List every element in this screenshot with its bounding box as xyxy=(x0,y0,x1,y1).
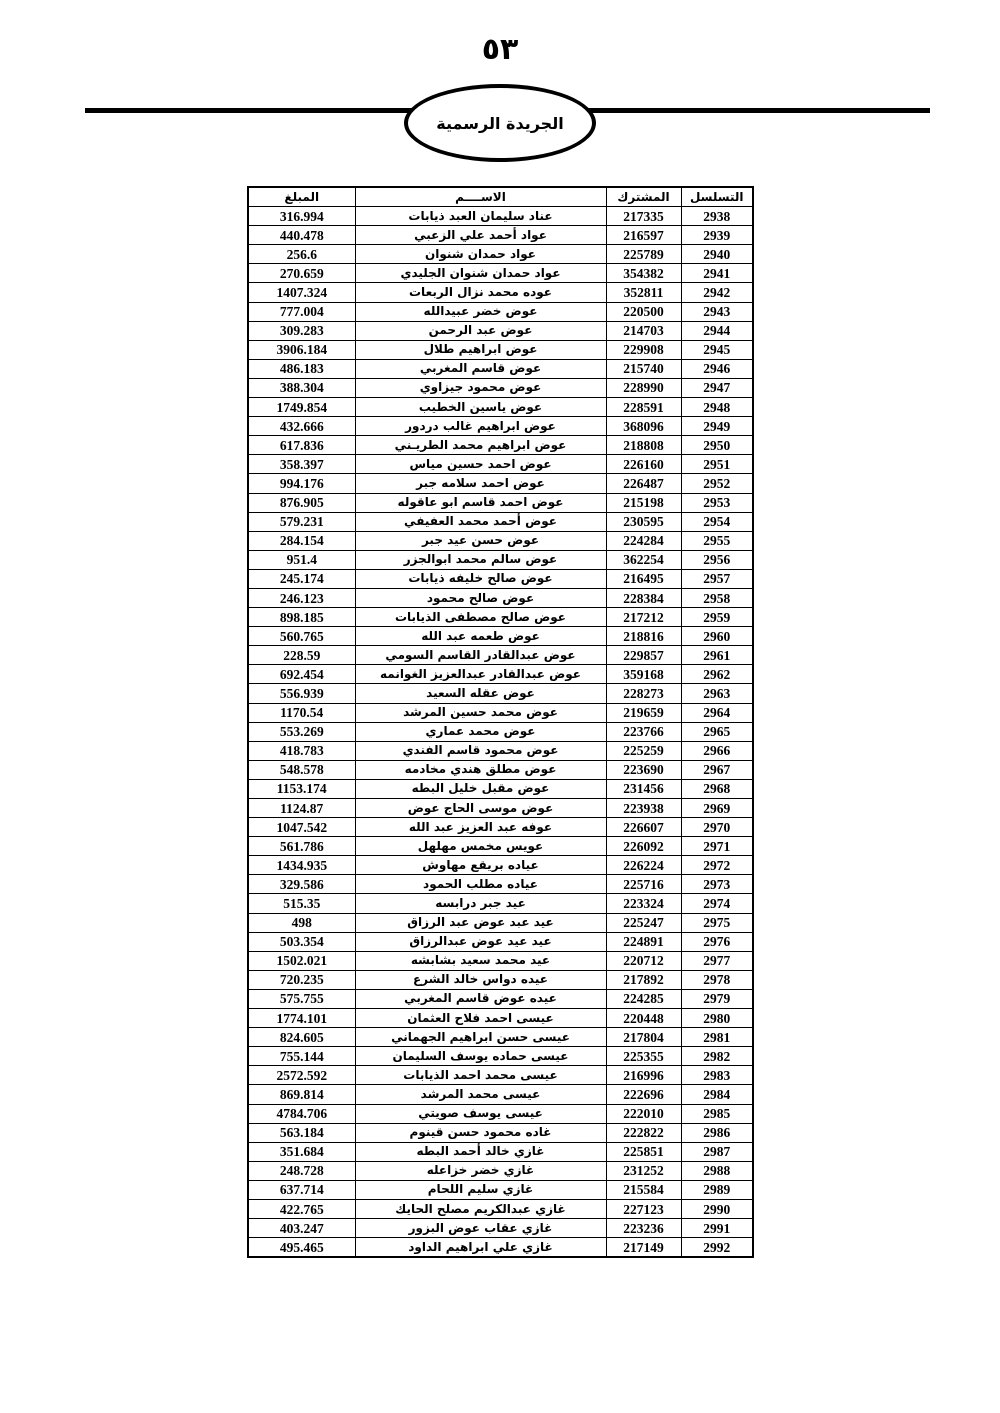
cell-amount: 4784.706 xyxy=(248,1104,355,1123)
cell-serial: 2945 xyxy=(681,340,753,359)
cell-amount: 561.786 xyxy=(248,837,355,856)
cell-name: عوفه عبد العزيز عبد الله xyxy=(355,818,606,837)
table-row xyxy=(248,913,753,932)
cell-subscriber: 231456 xyxy=(606,779,681,798)
cell-serial: 2989 xyxy=(681,1180,753,1199)
cell-amount: 270.659 xyxy=(248,264,355,283)
table-row xyxy=(248,1180,753,1199)
cell-serial: 2988 xyxy=(681,1161,753,1180)
cell-serial: 2968 xyxy=(681,779,753,798)
cell-name: عوض مقبل خليل البطه xyxy=(355,779,606,798)
cell-name: عوض عبد الرحمن xyxy=(355,321,606,340)
cell-subscriber: 224284 xyxy=(606,531,681,550)
table-row xyxy=(248,627,753,646)
cell-name: غاده محمود حسن قينوم xyxy=(355,1123,606,1142)
cell-name: عوض محمود قاسم الفندي xyxy=(355,741,606,760)
cell-subscriber: 219659 xyxy=(606,703,681,722)
table-row xyxy=(248,1028,753,1047)
cell-amount: 418.783 xyxy=(248,741,355,760)
table-row xyxy=(248,760,753,779)
cell-serial: 2984 xyxy=(681,1085,753,1104)
cell-serial: 2959 xyxy=(681,608,753,627)
cell-amount: 994.176 xyxy=(248,474,355,493)
table-row xyxy=(248,608,753,627)
cell-subscriber: 223324 xyxy=(606,894,681,913)
cell-amount: 692.454 xyxy=(248,665,355,684)
cell-name: عوده محمد نزال الربعات xyxy=(355,283,606,302)
cell-subscriber: 217212 xyxy=(606,608,681,627)
cell-name: عوض صالح خليفه ذيابات xyxy=(355,569,606,588)
cell-amount: 869.814 xyxy=(248,1085,355,1104)
cell-amount: 1407.324 xyxy=(248,283,355,302)
cell-serial: 2956 xyxy=(681,550,753,569)
table-row xyxy=(248,1085,753,1104)
cell-serial: 2974 xyxy=(681,894,753,913)
cell-name: عيسى يوسف صويتي xyxy=(355,1104,606,1123)
table-row xyxy=(248,417,753,436)
cell-subscriber: 226607 xyxy=(606,818,681,837)
table-row xyxy=(248,703,753,722)
cell-name: عوض ابراهيم محمد الطريـني xyxy=(355,436,606,455)
cell-subscriber: 225259 xyxy=(606,741,681,760)
table-row xyxy=(248,398,753,417)
table-row xyxy=(248,818,753,837)
cell-serial: 2971 xyxy=(681,837,753,856)
cell-amount: 329.586 xyxy=(248,875,355,894)
cell-serial: 2975 xyxy=(681,913,753,932)
cell-subscriber: 220448 xyxy=(606,1009,681,1028)
table-row xyxy=(248,436,753,455)
cell-name: غازي عبدالكريم مصلح الحايك xyxy=(355,1199,606,1218)
cell-subscriber: 225247 xyxy=(606,913,681,932)
cell-serial: 2938 xyxy=(681,207,753,226)
cell-amount: 575.755 xyxy=(248,989,355,1008)
cell-subscriber: 228384 xyxy=(606,588,681,607)
cell-amount: 777.004 xyxy=(248,302,355,321)
cell-amount: 548.578 xyxy=(248,760,355,779)
cell-amount: 245.174 xyxy=(248,569,355,588)
cell-subscriber: 215198 xyxy=(606,493,681,512)
cell-subscriber: 216495 xyxy=(606,569,681,588)
cell-amount: 351.684 xyxy=(248,1142,355,1161)
cell-name: غازي خالد أحمد البطه xyxy=(355,1142,606,1161)
table-row xyxy=(248,340,753,359)
cell-name: عوض ابراهيم طلال xyxy=(355,340,606,359)
cell-name: عيسى حماده يوسف السليمان xyxy=(355,1047,606,1066)
cell-amount: 876.905 xyxy=(248,493,355,512)
header-serial: التسلسل xyxy=(681,187,753,207)
cell-name: عوض محمد عماري xyxy=(355,722,606,741)
cell-serial: 2987 xyxy=(681,1142,753,1161)
cell-subscriber: 231252 xyxy=(606,1161,681,1180)
table-row xyxy=(248,646,753,665)
table-row xyxy=(248,837,753,856)
cell-name: عوض قاسم المغربي xyxy=(355,359,606,378)
table-row xyxy=(248,932,753,951)
table-row xyxy=(248,569,753,588)
cell-serial: 2980 xyxy=(681,1009,753,1028)
cell-subscriber: 218816 xyxy=(606,627,681,646)
cell-serial: 2954 xyxy=(681,512,753,531)
gazette-title: الجريدة الرسمية xyxy=(436,113,564,133)
cell-serial: 2972 xyxy=(681,856,753,875)
cell-subscriber: 227123 xyxy=(606,1199,681,1218)
cell-subscriber: 223938 xyxy=(606,799,681,818)
cell-amount: 2572.592 xyxy=(248,1066,355,1085)
table-row xyxy=(248,799,753,818)
cell-serial: 2939 xyxy=(681,226,753,245)
cell-serial: 2966 xyxy=(681,741,753,760)
cell-name: عوض صالح محمود xyxy=(355,588,606,607)
cell-name: عوض عبدالقادر عبدالعزيز الغوانمه xyxy=(355,665,606,684)
cell-serial: 2963 xyxy=(681,684,753,703)
cell-name: عوض ابراهيم غالب دردور xyxy=(355,417,606,436)
cell-name: عوض موسى الحاج عوض xyxy=(355,799,606,818)
cell-subscriber: 215584 xyxy=(606,1180,681,1199)
cell-subscriber: 368096 xyxy=(606,417,681,436)
cell-subscriber: 226092 xyxy=(606,837,681,856)
cell-subscriber: 228990 xyxy=(606,378,681,397)
cell-serial: 2948 xyxy=(681,398,753,417)
cell-subscriber: 222822 xyxy=(606,1123,681,1142)
cell-amount: 403.247 xyxy=(248,1219,355,1238)
table-row xyxy=(248,207,753,226)
payments-table xyxy=(247,186,754,1258)
cell-name: غازي خضر خزاعله xyxy=(355,1161,606,1180)
table-row xyxy=(248,1066,753,1085)
cell-serial: 2943 xyxy=(681,302,753,321)
cell-subscriber: 220712 xyxy=(606,951,681,970)
cell-name: عناد سليمان العبد ذيابات xyxy=(355,207,606,226)
cell-amount: 720.235 xyxy=(248,970,355,989)
table-row xyxy=(248,321,753,340)
cell-name: عوض احمد سلامه جبر xyxy=(355,474,606,493)
cell-amount: 316.994 xyxy=(248,207,355,226)
cell-serial: 2960 xyxy=(681,627,753,646)
cell-amount: 553.269 xyxy=(248,722,355,741)
cell-name: عياده مطلب الحمود xyxy=(355,875,606,894)
cell-serial: 2976 xyxy=(681,932,753,951)
cell-name: عيد عيد عوض عبدالرزاق xyxy=(355,932,606,951)
cell-name: عيسى احمد فلاح العثمان xyxy=(355,1009,606,1028)
cell-subscriber: 226487 xyxy=(606,474,681,493)
table-row xyxy=(248,1009,753,1028)
cell-name: عوض خضر عبيدالله xyxy=(355,302,606,321)
cell-amount: 1047.542 xyxy=(248,818,355,837)
cell-name: عيد محمد سعيد بشابشه xyxy=(355,951,606,970)
cell-serial: 2981 xyxy=(681,1028,753,1047)
table-row xyxy=(248,474,753,493)
table-row xyxy=(248,1238,753,1258)
cell-amount: 824.605 xyxy=(248,1028,355,1047)
cell-amount: 560.765 xyxy=(248,627,355,646)
cell-serial: 2964 xyxy=(681,703,753,722)
cell-name: عوض حسن عيد جبر xyxy=(355,531,606,550)
cell-subscriber: 215740 xyxy=(606,359,681,378)
cell-amount: 422.765 xyxy=(248,1199,355,1218)
cell-subscriber: 216597 xyxy=(606,226,681,245)
table-row xyxy=(248,856,753,875)
cell-subscriber: 352811 xyxy=(606,283,681,302)
cell-serial: 2944 xyxy=(681,321,753,340)
cell-serial: 2983 xyxy=(681,1066,753,1085)
cell-amount: 309.283 xyxy=(248,321,355,340)
cell-name: عواد أحمد علي الزعبي xyxy=(355,226,606,245)
cell-serial: 2986 xyxy=(681,1123,753,1142)
cell-serial: 2991 xyxy=(681,1219,753,1238)
cell-serial: 2962 xyxy=(681,665,753,684)
table-row xyxy=(248,359,753,378)
cell-amount: 579.231 xyxy=(248,512,355,531)
cell-amount: 498 xyxy=(248,913,355,932)
cell-serial: 2970 xyxy=(681,818,753,837)
cell-amount: 556.939 xyxy=(248,684,355,703)
cell-amount: 503.354 xyxy=(248,932,355,951)
table-row xyxy=(248,302,753,321)
cell-amount: 1749.854 xyxy=(248,398,355,417)
table-row xyxy=(248,245,753,264)
cell-name: عوض ياسين الخطيب xyxy=(355,398,606,417)
cell-name: عوض احمد قاسم ابو عاقوله xyxy=(355,493,606,512)
table-row xyxy=(248,1219,753,1238)
cell-name: عوض عقله السعيد xyxy=(355,684,606,703)
cell-serial: 2973 xyxy=(681,875,753,894)
cell-name: عوض عبدالقادر القاسم السومي xyxy=(355,646,606,665)
table-row xyxy=(248,264,753,283)
cell-amount: 284.154 xyxy=(248,531,355,550)
table-row xyxy=(248,588,753,607)
cell-name: عويس مخمس مهلهل xyxy=(355,837,606,856)
cell-amount: 515.35 xyxy=(248,894,355,913)
cell-name: عيده دواس خالد الشرع xyxy=(355,970,606,989)
table-row xyxy=(248,550,753,569)
cell-serial: 2967 xyxy=(681,760,753,779)
cell-name: عواد حمدان شنوان xyxy=(355,245,606,264)
cell-serial: 2961 xyxy=(681,646,753,665)
cell-serial: 2977 xyxy=(681,951,753,970)
table-row xyxy=(248,1142,753,1161)
cell-serial: 2955 xyxy=(681,531,753,550)
cell-amount: 246.123 xyxy=(248,588,355,607)
cell-serial: 2982 xyxy=(681,1047,753,1066)
cell-amount: 755.144 xyxy=(248,1047,355,1066)
cell-serial: 2990 xyxy=(681,1199,753,1218)
cell-subscriber: 214703 xyxy=(606,321,681,340)
cell-amount: 228.59 xyxy=(248,646,355,665)
table-row xyxy=(248,378,753,397)
cell-serial: 2957 xyxy=(681,569,753,588)
gazette-title-oval xyxy=(404,84,596,162)
cell-name: عوض مطلق هندي مخادمه xyxy=(355,760,606,779)
cell-subscriber: 223766 xyxy=(606,722,681,741)
cell-name: عوض محمد حسين المرشد xyxy=(355,703,606,722)
table-row xyxy=(248,989,753,1008)
cell-name: عوض احمد حسين مياس xyxy=(355,455,606,474)
cell-serial: 2949 xyxy=(681,417,753,436)
cell-subscriber: 222696 xyxy=(606,1085,681,1104)
cell-amount: 388.304 xyxy=(248,378,355,397)
table-row xyxy=(248,1199,753,1218)
cell-amount: 495.465 xyxy=(248,1238,355,1258)
table-row xyxy=(248,684,753,703)
cell-amount: 617.836 xyxy=(248,436,355,455)
cell-name: غازي عقاب عوض البزور xyxy=(355,1219,606,1238)
cell-name: عيسى حسن ابراهيم الجهماني xyxy=(355,1028,606,1047)
cell-serial: 2953 xyxy=(681,493,753,512)
table-row xyxy=(248,875,753,894)
cell-serial: 2946 xyxy=(681,359,753,378)
table-row xyxy=(248,665,753,684)
table-row xyxy=(248,970,753,989)
cell-amount: 1774.101 xyxy=(248,1009,355,1028)
table-row xyxy=(248,493,753,512)
cell-amount: 1124.87 xyxy=(248,799,355,818)
cell-amount: 256.6 xyxy=(248,245,355,264)
cell-serial: 2950 xyxy=(681,436,753,455)
cell-subscriber: 354382 xyxy=(606,264,681,283)
cell-subscriber: 224285 xyxy=(606,989,681,1008)
table-row xyxy=(248,779,753,798)
cell-name: عيده عوض قاسم المغربي xyxy=(355,989,606,1008)
cell-subscriber: 230595 xyxy=(606,512,681,531)
cell-name: عوض سالم محمد ابوالجزر xyxy=(355,550,606,569)
cell-subscriber: 223236 xyxy=(606,1219,681,1238)
cell-serial: 2979 xyxy=(681,989,753,1008)
cell-subscriber: 226160 xyxy=(606,455,681,474)
cell-subscriber: 225789 xyxy=(606,245,681,264)
cell-subscriber: 220500 xyxy=(606,302,681,321)
table-row xyxy=(248,455,753,474)
header-name: الاســــم xyxy=(355,187,606,207)
table-row xyxy=(248,894,753,913)
cell-subscriber: 217335 xyxy=(606,207,681,226)
cell-subscriber: 228591 xyxy=(606,398,681,417)
cell-amount: 1434.935 xyxy=(248,856,355,875)
cell-name: عياده بريقع مهاوش xyxy=(355,856,606,875)
table-row xyxy=(248,951,753,970)
table-body xyxy=(248,207,753,1258)
cell-serial: 2947 xyxy=(681,378,753,397)
cell-subscriber: 217892 xyxy=(606,970,681,989)
table-row xyxy=(248,226,753,245)
cell-subscriber: 218808 xyxy=(606,436,681,455)
cell-subscriber: 225355 xyxy=(606,1047,681,1066)
cell-subscriber: 226224 xyxy=(606,856,681,875)
cell-amount: 898.185 xyxy=(248,608,355,627)
cell-amount: 486.183 xyxy=(248,359,355,378)
cell-amount: 1170.54 xyxy=(248,703,355,722)
cell-subscriber: 359168 xyxy=(606,665,681,684)
cell-subscriber: 229908 xyxy=(606,340,681,359)
cell-subscriber: 217149 xyxy=(606,1238,681,1258)
table-row xyxy=(248,1104,753,1123)
table-row xyxy=(248,1047,753,1066)
cell-name: عوض أحمد محمد العفيفي xyxy=(355,512,606,531)
cell-subscriber: 225851 xyxy=(606,1142,681,1161)
table-row xyxy=(248,1123,753,1142)
cell-subscriber: 217804 xyxy=(606,1028,681,1047)
cell-serial: 2969 xyxy=(681,799,753,818)
table-row xyxy=(248,741,753,760)
cell-serial: 2992 xyxy=(681,1238,753,1258)
table-header-row xyxy=(248,187,753,207)
cell-name: عيد عبد عوض عبد الرزاق xyxy=(355,913,606,932)
cell-serial: 2978 xyxy=(681,970,753,989)
cell-amount: 1153.174 xyxy=(248,779,355,798)
cell-name: عيد جبر درابسه xyxy=(355,894,606,913)
cell-serial: 2942 xyxy=(681,283,753,302)
cell-serial: 2941 xyxy=(681,264,753,283)
cell-subscriber: 229857 xyxy=(606,646,681,665)
cell-amount: 1502.021 xyxy=(248,951,355,970)
cell-serial: 2940 xyxy=(681,245,753,264)
header-amount: المبلغ xyxy=(248,187,355,207)
cell-amount: 248.728 xyxy=(248,1161,355,1180)
cell-amount: 637.714 xyxy=(248,1180,355,1199)
table-row xyxy=(248,1161,753,1180)
cell-subscriber: 223690 xyxy=(606,760,681,779)
page-number: ٥٣ xyxy=(481,32,519,67)
cell-subscriber: 216996 xyxy=(606,1066,681,1085)
cell-serial: 2965 xyxy=(681,722,753,741)
cell-subscriber: 222010 xyxy=(606,1104,681,1123)
cell-name: عواد حمدان شنوان الجليدي xyxy=(355,264,606,283)
header-subscriber: المشترك xyxy=(606,187,681,207)
cell-amount: 563.184 xyxy=(248,1123,355,1142)
cell-amount: 951.4 xyxy=(248,550,355,569)
table-row xyxy=(248,512,753,531)
cell-serial: 2958 xyxy=(681,588,753,607)
payments-table-container xyxy=(247,186,752,1258)
cell-amount: 358.397 xyxy=(248,455,355,474)
cell-serial: 2951 xyxy=(681,455,753,474)
table-row xyxy=(248,283,753,302)
cell-subscriber: 228273 xyxy=(606,684,681,703)
cell-serial: 2952 xyxy=(681,474,753,493)
cell-serial: 2985 xyxy=(681,1104,753,1123)
table-row xyxy=(248,722,753,741)
cell-name: عوض طعمه عبد الله xyxy=(355,627,606,646)
cell-amount: 440.478 xyxy=(248,226,355,245)
cell-amount: 432.666 xyxy=(248,417,355,436)
cell-name: عيسى محمد احمد الذيابات xyxy=(355,1066,606,1085)
cell-subscriber: 225716 xyxy=(606,875,681,894)
table-row xyxy=(248,531,753,550)
cell-subscriber: 362254 xyxy=(606,550,681,569)
cell-name: عوض محمود جيزاوي xyxy=(355,378,606,397)
cell-subscriber: 224891 xyxy=(606,932,681,951)
cell-name: غازي سليم اللحام xyxy=(355,1180,606,1199)
cell-name: عيسى محمد المرشد xyxy=(355,1085,606,1104)
cell-name: عوض صالح مصطفى الذيابات xyxy=(355,608,606,627)
cell-amount: 3906.184 xyxy=(248,340,355,359)
cell-name: غازي علي ابراهيم الداود xyxy=(355,1238,606,1258)
